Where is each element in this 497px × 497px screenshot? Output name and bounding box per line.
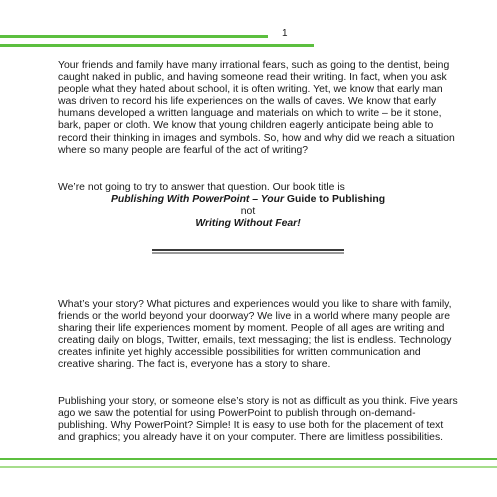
book-title-italic: Publishing With PowerPoint – Your bbox=[110, 194, 285, 205]
bottom-bar-light bbox=[0, 466, 497, 468]
top-bar-right bbox=[0, 44, 314, 47]
not-word: not bbox=[240, 206, 256, 217]
bottom-bar-dark bbox=[0, 458, 497, 460]
page-number: 1 bbox=[282, 28, 288, 39]
paragraph-title-intro: We’re not going to try to answer that question. Our book title is bbox=[58, 182, 345, 193]
top-bar-left bbox=[0, 35, 268, 38]
section-divider bbox=[152, 249, 344, 254]
paragraph-publishing: Publishing your story, or someone else’s story is not as difficult as you think. Five years ago we saw the potential for using PowerPoint to publish through on-demand-publishing. Why PowerPoint? Simple! It is easy to use both for the placement of text and graphics; you already have it on your computer. There are limitless possibilities. bbox=[58, 396, 458, 444]
paragraph-story: What’s your story? What pictures and experiences would you like to share with family, friends or the world beyond your doorway? We live in a world where many people are sharing their life experiences moment by moment. People of all ages are writing and creating daily on blogs, Twitter, emails, text messaging; the list is endless. Technology creates infinite yet highly accessible possibilities for written communication and creative sharing. The fact is, everyone has a story to share. bbox=[58, 299, 452, 371]
alt-title: Writing Without Fear! bbox=[195, 218, 301, 229]
paragraph-intro: Your friends and family have many irrational fears, such as going to the dentist, being caught naked in public, and having someone read their writing. In fact, when you ask people what they hated about school, it is often writing. Yet, we know that early man was driven to record his life experiences on the walls of caves. We know that early humans developed a written language and materials on which to write – be it stone, bark, paper or cloth. We know that young children eagerly anticipate being able to record their thinking in images and symbols. So, how and why did we reach a situation where so many people are fearful of the act of writing? bbox=[58, 60, 455, 156]
book-title-bold: Guide to Publishing bbox=[284, 194, 386, 205]
book-title-line bbox=[58, 194, 438, 206]
